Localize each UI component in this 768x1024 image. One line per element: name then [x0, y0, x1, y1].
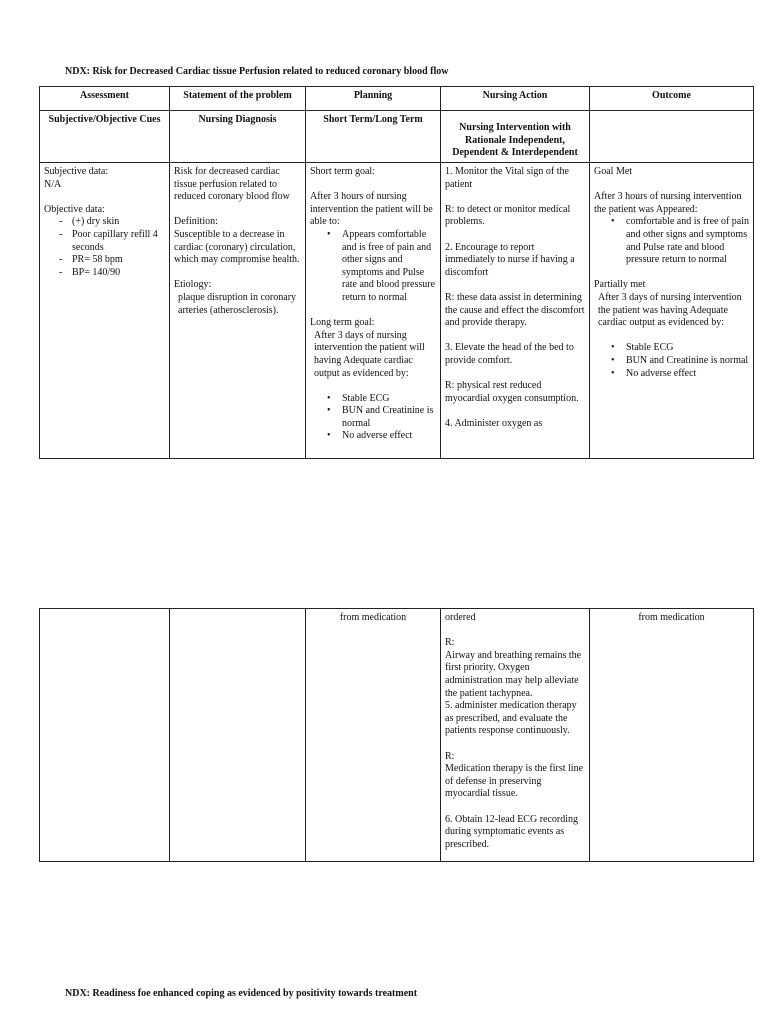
subheader-row — [40, 111, 754, 163]
subheader-term: Short Term/Long Term — [306, 111, 441, 163]
header-assessment: Assessment — [40, 87, 170, 111]
objective-label: Objective data: — [44, 203, 105, 215]
assessment-cell-continued — [40, 609, 170, 862]
partially-met-label: Partially met — [594, 279, 646, 291]
content-row — [40, 163, 754, 459]
definition-text: Susceptible to a decrease in cardiac (coronary) circulation, which may compromise health. — [174, 228, 300, 266]
objective-list — [44, 216, 165, 279]
outcome-long-term-item: • No adverse effect — [594, 368, 749, 381]
goal-met-label: Goal Met — [594, 166, 633, 177]
nursing-action-cell — [441, 163, 590, 459]
problem-statement: Risk for decreased cardiac tissue perfusion related to reduced coronary blood flow — [174, 166, 290, 203]
short-term-label: Short term goal: — [310, 166, 375, 177]
long-term-item: • No adverse effect — [310, 430, 436, 443]
subheader-diagnosis: Nursing Diagnosis — [170, 111, 306, 163]
rationale-5-label: R: — [445, 750, 455, 762]
subheader-cues: Subjective/Objective Cues — [40, 111, 170, 163]
nursing-diagnosis-title-1: NDX: Risk for Decreased Cardiac tissue Perfusion related to reduced coronary blood flow — [65, 66, 449, 77]
objective-item: - PR= 58 bpm — [44, 254, 165, 267]
long-term-item: • BUN and Creatinine is normal — [310, 405, 436, 430]
short-term-item: • Appears comfortable and is free of pain and other signs and symptoms and Pulse rate and blood pressure return to normal — [310, 229, 436, 305]
objective-item: - Poor capillary refill 4 seconds — [44, 229, 165, 254]
outcome-short-term-item: • comfortable and is free of pain and other signs and symptoms and Pulse rate and blood pressure return to normal — [594, 216, 749, 266]
definition-label: Definition: — [174, 216, 218, 228]
outcome-short-term-list — [594, 216, 749, 266]
subheader-outcome — [590, 111, 754, 163]
outcome-cell-continued — [590, 609, 754, 862]
action-4-continued: ordered — [445, 612, 476, 623]
header-nursing-action: Nursing Action — [441, 87, 590, 111]
header-statement: Statement of the problem — [170, 87, 306, 111]
problem-cell-continued — [170, 609, 306, 862]
rationale-4: Airway and breathing remains the first priority. Oxygen administration may help alleviate the patient tachypnea. — [445, 649, 582, 699]
planning-cell-continued — [306, 609, 441, 862]
rationale-4-label: R: — [445, 637, 455, 649]
outcome-long-term-text: After 3 days of nursing intervention the patient was having Adequate cardiac output as evidenced by: — [598, 291, 742, 329]
planning-continued-text: from medication — [339, 612, 407, 623]
action-4: 4. Administer oxygen as — [445, 417, 543, 429]
etiology-label: Etiology: — [174, 279, 212, 291]
rationale-1: R: to detect or monitor medical problems. — [445, 203, 571, 228]
planning-cell — [306, 163, 441, 459]
outcome-continued-text: from medication — [638, 612, 705, 623]
long-term-list — [310, 393, 436, 443]
care-plan-table-page-2 — [39, 608, 754, 862]
objective-item: - BP= 140/90 — [44, 267, 165, 280]
header-outcome: Outcome — [590, 87, 754, 111]
header-row — [40, 87, 754, 111]
subjective-value: N/A — [44, 178, 62, 190]
action-6: 6. Obtain 12-lead ECG recording during symptomatic events as prescribed. — [445, 813, 579, 850]
outcome-long-term-item: • Stable ECG — [594, 342, 749, 355]
etiology-text: plaque disruption in coronary arteries (atherosclerosis). — [178, 291, 297, 316]
assessment-cell — [40, 163, 170, 459]
rationale-3: R: physical rest reduced myocardial oxygen consumption. — [445, 380, 579, 404]
nursing-diagnosis-title-2: NDX: Readiness foe enhanced coping as evidenced by positivity towards treatment — [65, 988, 418, 999]
subjective-label: Subjective data: — [44, 166, 109, 177]
outcome-long-term-item: • BUN and Creatinine is normal — [594, 355, 749, 368]
rationale-2: R: these data assist in determining the cause and effect the discomfort and provide therapy. — [445, 291, 585, 329]
outcome-short-term-text: After 3 hours of nursing intervention the patient was Appeared: — [594, 191, 742, 215]
problem-cell — [170, 163, 306, 459]
short-term-list — [310, 229, 436, 305]
outcome-long-term-list — [594, 342, 749, 380]
continued-row — [40, 609, 754, 862]
long-term-label: Long term goal: — [310, 317, 375, 329]
care-plan-table-page-1 — [39, 86, 754, 459]
long-term-item: • Stable ECG — [310, 393, 436, 406]
action-3: 3. Elevate the head of the bed to provide comfort. — [445, 342, 574, 366]
header-planning: Planning — [306, 87, 441, 111]
action-1: 1. Monitor the Vital sign of the patient — [445, 166, 569, 190]
action-2: 2. Encourage to report immediately to nurse if having a discomfort — [445, 241, 575, 278]
outcome-cell — [590, 163, 754, 459]
nursing-action-cell-continued — [441, 609, 590, 862]
rationale-5: Medication therapy is the first line of defense in preserving myocardial tissue. — [445, 763, 584, 800]
long-term-text: After 3 days of nursing intervention the patient will having Adequate cardiac output as evidenced by: — [314, 329, 425, 379]
action-5: 5. administer medication therapy as prescribed, and evaluate the patients response continuously. — [445, 700, 577, 737]
objective-item: - (+) dry skin — [44, 216, 165, 229]
short-term-text: After 3 hours of nursing intervention the patient will be able to: — [310, 191, 433, 228]
subheader-intervention: Nursing Intervention with Rationale Independent, Dependent & Interdependent — [441, 111, 590, 163]
